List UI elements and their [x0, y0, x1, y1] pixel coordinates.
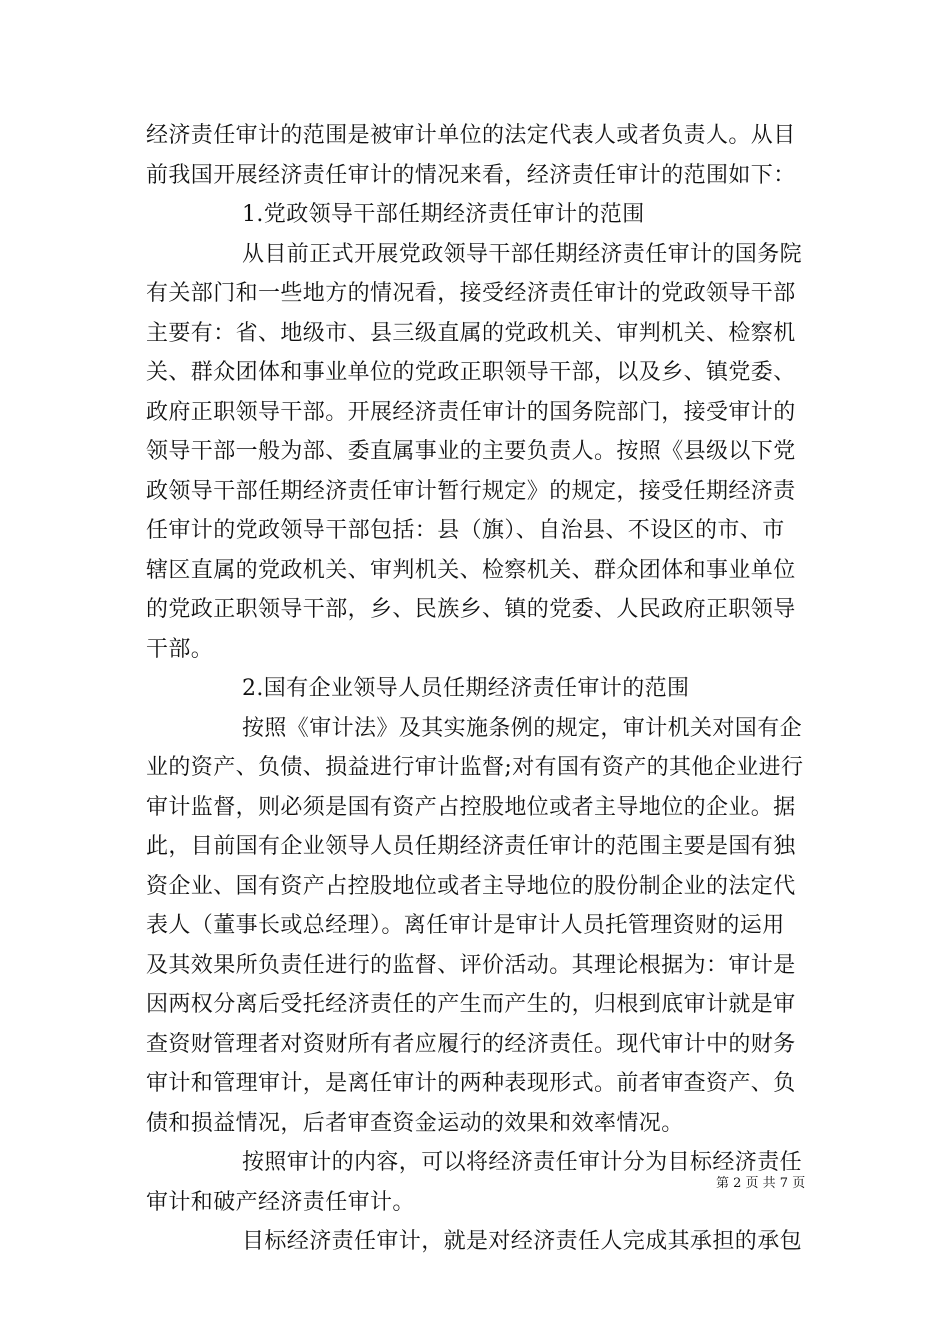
- section-heading: 2.国有企业领导人员任期经济责任审计的范围: [242, 676, 690, 701]
- text-line: 业的资产、负债、损益进行审计监督;对有国有资产的其他企业进行: [146, 755, 804, 780]
- text-line: 干部。: [146, 636, 214, 662]
- text-line: 关、群众团体和事业单位的党政正职领导干部，以及乡、镇党委、: [146, 360, 796, 385]
- text-line: 审计和管理审计，是离任审计的两种表现形式。前者审查资产、负: [146, 1071, 796, 1096]
- text-line: 领导干部一般为部、委直属事业的主要负责人。按照《县级以下党: [146, 439, 796, 464]
- text-line: 经济责任审计的范围是被审计单位的法定代表人或者负责人。从目: [146, 123, 796, 148]
- text-line: 审计监督，则必须是国有资产占控股地位或者主导地位的企业。据: [146, 794, 796, 820]
- text-line: 按照审计的内容，可以将经济责任审计分为目标经济责任: [242, 1150, 803, 1175]
- text-line: 前我国开展经济责任审计的情况来看，经济责任审计的范围如下：: [146, 162, 796, 188]
- text-line: 及其效果所负责任进行的监督、评价活动。其理论根据为：审计是: [146, 952, 796, 978]
- text-line: 此，目前国有企业领导人员任期经济责任审计的范围主要是国有独: [146, 834, 796, 859]
- text-line: 表人（董事长或总经理）。离任审计是审计人员托管理资财的运用: [146, 913, 785, 938]
- text-line: 主要有：省、地级市、县三级直属的党政机关、审判机关、检察机: [146, 320, 796, 346]
- text-line: 债和损益情况，后者审查资金运动的效果和效率情况。: [146, 1110, 684, 1136]
- page-number: 第 2 页 共 7 页: [716, 1176, 806, 1191]
- text-line: 辖区直属的党政机关、审判机关、检察机关、群众团体和事业单位: [146, 557, 796, 583]
- text-line: 有关部门和一些地方的情况看，接受经济责任审计的党政领导干部: [146, 281, 796, 306]
- text-line: 因两权分离后受托经济责任的产生而产生的，归根到底审计就是审: [146, 992, 796, 1017]
- text-line: 按照《审计法》及其实施条例的规定，审计机关对国有企: [242, 715, 803, 741]
- text-line: 查资财管理者对资财所有者应履行的经济责任。现代审计中的财务: [146, 1031, 796, 1057]
- text-line: 任审计的党政领导干部包括：县（旗）、自治县、不设区的市、市: [146, 518, 785, 543]
- text-line: 政府正职领导干部。开展经济责任审计的国务院部门，接受审计的: [146, 399, 796, 425]
- text-line: 的党政正职领导干部，乡、民族乡、镇的党委、人民政府正职领导: [146, 597, 796, 622]
- text-line: 目标经济责任审计，就是对经济责任人完成其承担的承包: [242, 1229, 803, 1254]
- text-line: 从目前正式开展党政领导干部任期经济责任审计的国务院: [242, 241, 803, 267]
- text-line: 资企业、国有资产占控股地位或者主导地位的股份制企业的法定代: [146, 873, 796, 899]
- text-line: 政领导干部任期经济责任审计暂行规定》的规定，接受任期经济责: [146, 478, 796, 504]
- text-line: 审计和破产经济责任审计。: [146, 1189, 415, 1215]
- section-heading: 1.党政领导干部任期经济责任审计的范围: [242, 202, 645, 227]
- document-body: [146, 116, 806, 1262]
